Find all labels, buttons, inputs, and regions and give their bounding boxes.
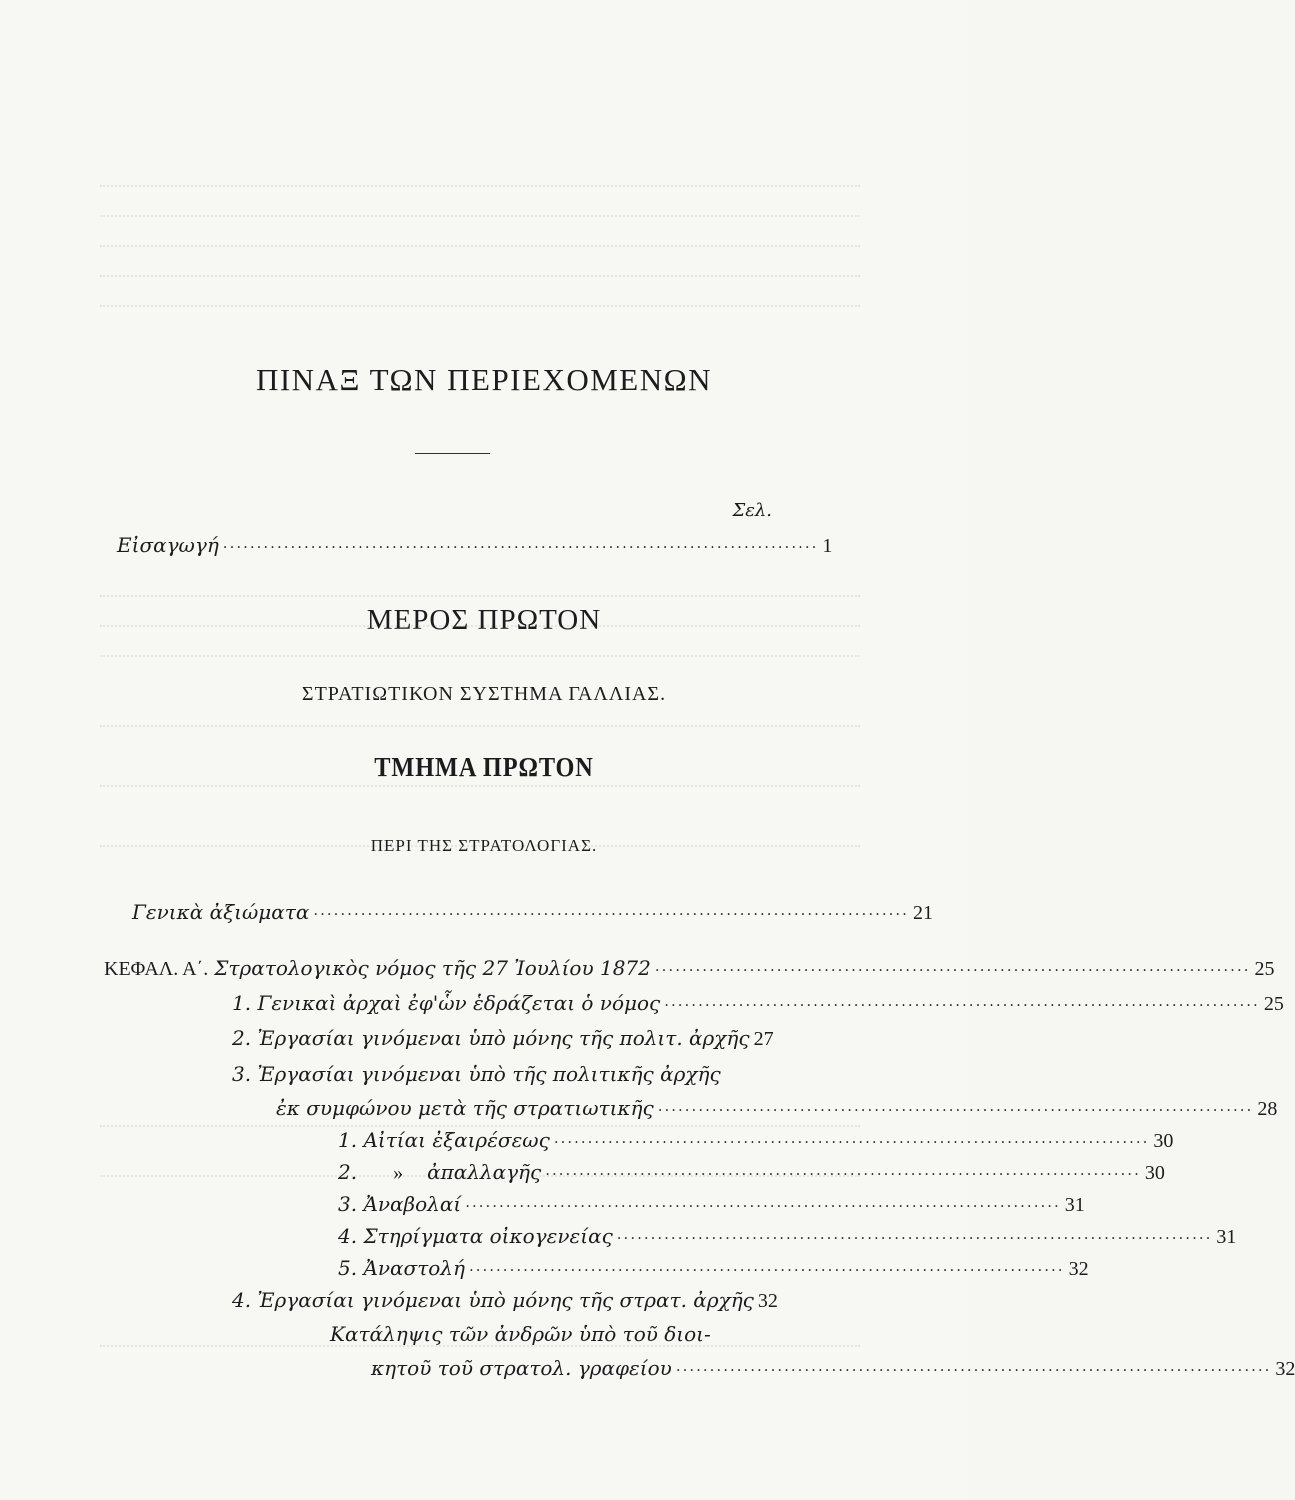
leader-dots: ························································································ [616, 1229, 1213, 1247]
section-subtitle: ΠΕΡΙ ΤΗΣ ΣΤΡΑΤΟΛΟΓΙΑΣ. [370, 836, 598, 855]
leader-dots: ························································································ [465, 1197, 1061, 1215]
toc-entry-intro [117, 533, 833, 558]
toc-entry-page: 28 [1257, 1098, 1278, 1120]
leader-dots: ························································································ [675, 1361, 1272, 1379]
toc-entry-item-4 [232, 1288, 778, 1313]
toc-entry-label: κητοῦ τοῦ στρατολ. γραφείου [371, 1356, 672, 1380]
toc-entry-page: 27 [753, 1028, 774, 1050]
toc-entry-page: 30 [1153, 1130, 1174, 1152]
chapter-prefix: ΚΕΦΑΛ. Α΄. [104, 958, 209, 980]
toc-entry-label: Εἰσαγωγή [117, 533, 219, 557]
toc-entry-label: ἀπαλλαγῆς [427, 1160, 542, 1184]
toc-entry-label: Γενικὰ ἀξιώματα [132, 900, 310, 924]
toc-subentry-1 [338, 1128, 1174, 1153]
toc-entry-page: 31 [1064, 1194, 1085, 1216]
toc-subentry-2 [338, 1160, 1165, 1185]
toc-entry-item-3-line-1: 3. Ἐργασίαι γινόμεναι ὑπὸ τῆς πολιτικῆς ἀρχῆς [232, 1062, 721, 1086]
toc-entry-chapter-a [104, 956, 1275, 981]
toc-entry-item-2 [232, 1026, 772, 1051]
leader-dots: ························································································ [313, 905, 909, 923]
toc-entry-label: 1. Γενικαὶ ἀρχαὶ ἐφ'ὧν ἑδράζεται ὁ νόμος [232, 991, 661, 1015]
toc-entry-item-5-line-2 [371, 1356, 1295, 1381]
toc-subentry-5 [338, 1256, 1089, 1281]
leader-dots: ························································································ [468, 1261, 1065, 1279]
toc-entry-general [132, 900, 933, 925]
toc-entry-page: 1 [822, 535, 833, 557]
toc-entry-item-5-line-1: Κατάληψις τῶν ἀνδρῶν ὑπὸ τοῦ διοι- [330, 1322, 711, 1346]
toc-subentry-3 [338, 1192, 1085, 1217]
toc-entry-page: 32 [1068, 1258, 1089, 1280]
toc-entry-page: 32 [757, 1290, 778, 1312]
leader-dots: ························································································ [222, 538, 819, 556]
toc-entry-label: 4. Ἐργασίαι γινόμεναι ὑπὸ μόνης τῆς στρατ. ἀρχῆς [232, 1288, 754, 1312]
toc-entry-label: 1. Αἰτίαι ἐξαιρέσεως [338, 1128, 550, 1152]
section-title: ΤΜΗΜΑ ΠΡΩΤΟΝ [374, 752, 594, 782]
toc-subentry-4 [338, 1224, 1237, 1249]
toc-entry-label: 4. Στηρίγματα οἰκογενείας [338, 1224, 613, 1248]
ditto-mark: » [393, 1162, 404, 1184]
toc-entry-label: 3. Ἀναβολαί [338, 1192, 462, 1216]
toc-entry-page: 30 [1144, 1162, 1165, 1184]
toc-entry-page: 25 [1263, 993, 1284, 1015]
toc-entry-number: 2. [338, 1160, 358, 1184]
leader-dots: ························································································ [654, 961, 1251, 979]
toc-entry-page: 31 [1216, 1226, 1237, 1248]
toc-entry-label: ἐκ συμφώνου μετὰ τῆς στρατιωτικῆς [276, 1096, 654, 1120]
toc-entry-label: Στρατολογικὸς νόμος τῆς 27 Ἰουλίου 1872 [214, 956, 651, 980]
toc-entry-label: 2. Ἐργασίαι γινόμεναι ὑπὸ μόνης τῆς πολιτ. ἀρχῆς [232, 1026, 750, 1050]
toc-entry-page: 32 [1275, 1358, 1295, 1380]
page-title: ΠΙΝΑΞ ΤΩΝ ΠΕΡΙΕΧΟΜΕΝΩΝ [255, 362, 713, 397]
toc-entry-item-3-line-2 [276, 1096, 1278, 1121]
part-title: ΜΕΡΟΣ ΠΡΩΤΟΝ [366, 604, 602, 636]
leader-dots: ························································································ [553, 1133, 1150, 1151]
leader-dots: ························································································ [664, 996, 1260, 1014]
toc-entry-item-1 [232, 991, 1284, 1016]
leader-dots: ························································································ [545, 1165, 1141, 1183]
title-divider [415, 453, 490, 454]
part-subtitle: ΣΤΡΑΤΙΩΤΙΚΟΝ ΣΥΣΤΗΜΑ ΓΑΛΛΙΑΣ. [301, 683, 667, 705]
leader-dots: ························································································ [657, 1101, 1254, 1119]
toc-entry-page: 21 [912, 902, 933, 924]
page-column-label: Σελ. [732, 500, 772, 521]
toc-entry-label: 5. Ἀναστολή [338, 1256, 465, 1280]
toc-entry-page: 25 [1254, 958, 1275, 980]
